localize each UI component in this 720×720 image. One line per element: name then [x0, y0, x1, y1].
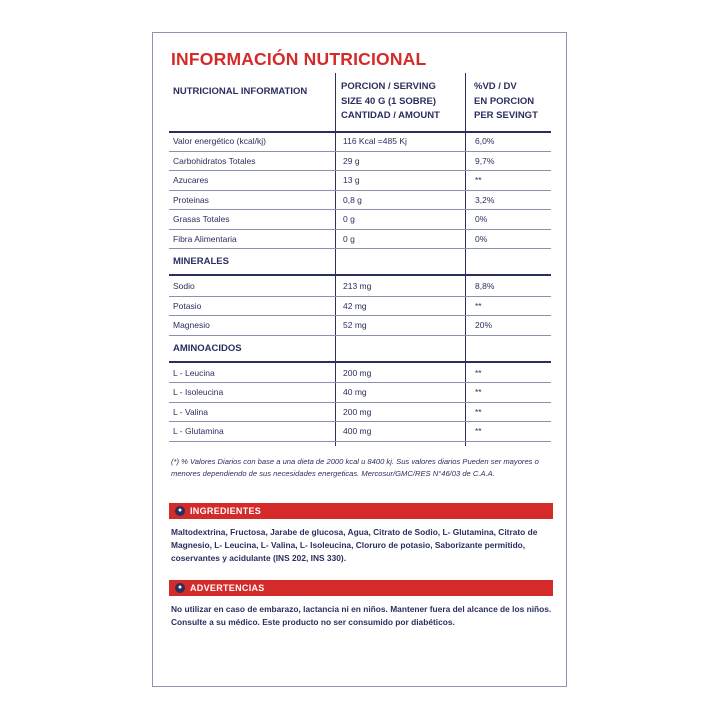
table-row — [169, 170, 551, 191]
table-row — [169, 382, 551, 403]
table-row — [169, 190, 551, 211]
nutrient-daily-value: ** — [475, 387, 482, 397]
nutrient-name: Azucares — [173, 175, 209, 185]
table-row — [169, 151, 551, 172]
ingredients-title: INGREDIENTES — [190, 505, 262, 516]
nutrient-daily-value: ** — [475, 426, 482, 436]
nutrient-amount: 200 mg — [343, 406, 372, 417]
nutrient-name: L - Valina — [173, 406, 208, 417]
table-row — [169, 229, 551, 250]
nutrient-amount: 13 g — [343, 175, 360, 185]
nutrient-name: Sodio — [173, 281, 195, 291]
nutrient-name: Grasas Totales — [173, 214, 230, 224]
nutrient-amount: 116 Kcal =485 Kj — [343, 136, 407, 146]
nutrient-daily-value: 0% — [475, 233, 488, 244]
table-row — [169, 402, 551, 423]
section-heading — [169, 250, 551, 276]
table-row — [169, 421, 551, 442]
table-row — [169, 131, 551, 152]
nutrient-amount: 29 g — [343, 155, 360, 166]
nutrient-daily-value: ** — [475, 406, 482, 417]
warnings-title: ADVERTENCIAS — [190, 582, 265, 593]
nutrient-name: Carbohidratos Totales — [173, 155, 256, 166]
nutrient-daily-value: 20% — [475, 320, 493, 330]
nutrient-daily-value: 9,7% — [475, 155, 495, 166]
table-row — [169, 315, 551, 336]
nutrient-name: L - Isoleucina — [173, 387, 224, 397]
nutrient-name: L - Leucina — [173, 367, 215, 378]
table-row — [169, 296, 551, 317]
table-row — [169, 276, 551, 297]
nutrient-amount: 52 mg — [343, 320, 367, 330]
nutrient-amount: 200 mg — [343, 367, 372, 378]
section-heading — [169, 337, 551, 363]
bullet-icon: ● — [175, 506, 185, 516]
header-daily-value: %VD / DV EN PORCION PER SEVINGT — [474, 81, 538, 121]
section-title: AMINOACIDOS — [173, 342, 242, 354]
bullet-icon: ● — [175, 583, 185, 593]
ingredients-banner — [169, 503, 553, 519]
nutrient-amount: 0,8 g — [343, 194, 362, 205]
nutrient-daily-value: ** — [475, 367, 482, 378]
nutrition-label — [152, 32, 567, 687]
nutrient-name: Valor energético (kcal/kj) — [173, 136, 266, 146]
nutrient-amount: 40 mg — [343, 387, 367, 397]
section-title: MINERALES — [173, 256, 229, 267]
nutrient-name: Fibra Alimentaria — [173, 233, 237, 244]
table-row — [169, 363, 551, 384]
header-nutrition-info: NUTRICIONAL INFORMATION — [173, 86, 308, 97]
table-row — [169, 209, 551, 230]
nutrient-daily-value: ** — [475, 175, 482, 185]
table-header — [169, 73, 551, 133]
nutrient-daily-value: 0% — [475, 214, 488, 224]
ingredients-text: Maltodextrina, Fructosa, Jarabe de glucosa, Agua, Citrato de Sodio, L- Glutamina, Citrato de Magnesio, L- Leucina, L- Valina, L- Isoleucina, Cloruro de potasio, Saborizante permitido, coservantes y acidulante (INS 202, INS 330). — [171, 527, 538, 564]
nutrient-daily-value: 3,2% — [475, 194, 495, 205]
warnings-text: No utilizar en caso de embarazo, lactancia ni en niños. Mantener fuera del alcance de los niños. Consulte a su médico. Este producto no ser consumido por diabéticos. — [171, 604, 552, 628]
nutrient-amount: 400 mg — [343, 426, 372, 436]
label-title: INFORMACIÓN NUTRICIONAL — [171, 49, 427, 69]
header-serving: PORCION / SERVING SIZE 40 G (1 SOBRE) CANTIDAD / AMOUNT — [341, 81, 440, 121]
nutrient-name: Proteinas — [173, 194, 209, 205]
footnote: (*) % Valores Diarios con base a una dieta de 2000 kcal u 8400 kj. Sus valores diarios Pueden ser mayores o menores dependiendo de sus necesidades energeticas. Mercosur/GMC/RES N°46/03 de C.A.A. — [171, 457, 539, 478]
nutrient-amount: 0 g — [343, 233, 355, 244]
nutrient-amount: 213 mg — [343, 281, 372, 291]
warnings-banner — [169, 580, 553, 596]
nutrient-name: L - Glutamina — [173, 426, 224, 436]
nutrient-amount: 42 mg — [343, 300, 367, 311]
nutrient-name: Magnesio — [173, 320, 210, 330]
nutrient-daily-value: 6,0% — [475, 136, 495, 146]
nutrient-daily-value: 8,8% — [475, 281, 495, 291]
nutrient-amount: 0 g — [343, 214, 355, 224]
nutrient-daily-value: ** — [475, 300, 482, 311]
nutrient-name: Potasio — [173, 300, 202, 311]
